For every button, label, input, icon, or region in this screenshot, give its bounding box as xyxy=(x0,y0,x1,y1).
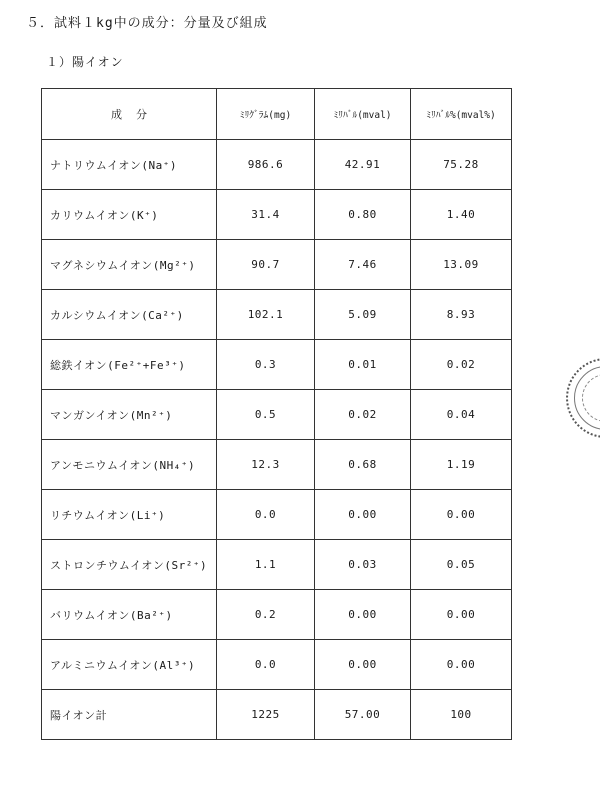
subsection-title: １）陽イオン xyxy=(46,55,124,69)
value-mval: 0.00 xyxy=(315,490,411,540)
value-mval-percent: 13.09 xyxy=(411,240,512,290)
ion-name: アルミニウムイオン(Al³⁺) xyxy=(42,640,217,690)
ion-name: ナトリウムイオン(Na⁺) xyxy=(42,140,217,190)
ion-name: バリウムイオン(Ba²⁺) xyxy=(42,590,217,640)
ion-name: マンガンイオン(Mn²⁺) xyxy=(42,390,217,440)
ion-name: カルシウムイオン(Ca²⁺) xyxy=(42,290,217,340)
table-row xyxy=(42,240,512,290)
value-mg: 90.7 xyxy=(217,240,315,290)
value-mg: 0.3 xyxy=(217,340,315,390)
value-mg: 0.2 xyxy=(217,590,315,640)
section-title: ５．試料１kg中の成分：分量及び組成 xyxy=(26,16,268,31)
value-mg: 986.6 xyxy=(217,140,315,190)
value-mg: 0.0 xyxy=(217,490,315,540)
total-label: 陽イオン計 xyxy=(42,690,217,740)
value-mg: 12.3 xyxy=(217,440,315,490)
ion-name: アンモニウムイオン(NH₄⁺) xyxy=(42,440,217,490)
total-row xyxy=(42,690,512,740)
header-milligram: ﾐﾘｸﾞﾗﾑ(mg) xyxy=(217,89,315,140)
total-mval: 57.00 xyxy=(315,690,411,740)
value-mval-percent: 75.28 xyxy=(411,140,512,190)
value-mval-percent: 1.40 xyxy=(411,190,512,240)
header-millival-percent: ﾐﾘﾊﾞﾙ%(mval%) xyxy=(411,89,512,140)
value-mval: 7.46 xyxy=(315,240,411,290)
table-row xyxy=(42,440,512,490)
value-mg: 31.4 xyxy=(217,190,315,240)
value-mval: 0.01 xyxy=(315,340,411,390)
value-mval: 0.00 xyxy=(315,640,411,690)
value-mval-percent: 0.00 xyxy=(411,640,512,690)
value-mval: 0.03 xyxy=(315,540,411,590)
table-row xyxy=(42,640,512,690)
header-millival: ﾐﾘﾊﾞﾙ(mval) xyxy=(315,89,411,140)
table-row xyxy=(42,590,512,640)
total-mval-percent: 100 xyxy=(411,690,512,740)
ion-name: ストロンチウムイオン(Sr²⁺) xyxy=(42,540,217,590)
ion-name: 総鉄イオン(Fe²⁺+Fe³⁺) xyxy=(42,340,217,390)
value-mval-percent: 0.02 xyxy=(411,340,512,390)
header-component: 成分 xyxy=(42,89,217,140)
value-mg: 1.1 xyxy=(217,540,315,590)
table-row xyxy=(42,540,512,590)
table-row xyxy=(42,190,512,240)
cation-table xyxy=(41,88,512,740)
total-mg: 1225 xyxy=(217,690,315,740)
ion-name: カリウムイオン(K⁺) xyxy=(42,190,217,240)
value-mval-percent: 8.93 xyxy=(411,290,512,340)
value-mval-percent: 0.00 xyxy=(411,490,512,540)
value-mg: 0.5 xyxy=(217,390,315,440)
ion-name: マグネシウムイオン(Mg²⁺) xyxy=(42,240,217,290)
value-mval: 5.09 xyxy=(315,290,411,340)
official-seal-stamp xyxy=(566,358,600,438)
value-mval: 0.02 xyxy=(315,390,411,440)
value-mval-percent: 0.00 xyxy=(411,590,512,640)
ion-name: リチウムイオン(Li⁺) xyxy=(42,490,217,540)
value-mval: 42.91 xyxy=(315,140,411,190)
table-row xyxy=(42,290,512,340)
value-mg: 0.0 xyxy=(217,640,315,690)
value-mval: 0.00 xyxy=(315,590,411,640)
value-mg: 102.1 xyxy=(217,290,315,340)
table-row xyxy=(42,390,512,440)
table-header-row xyxy=(42,89,512,140)
table-row xyxy=(42,140,512,190)
table-row xyxy=(42,490,512,540)
value-mval: 0.80 xyxy=(315,190,411,240)
value-mval-percent: 0.04 xyxy=(411,390,512,440)
value-mval: 0.68 xyxy=(315,440,411,490)
value-mval-percent: 1.19 xyxy=(411,440,512,490)
value-mval-percent: 0.05 xyxy=(411,540,512,590)
table-row xyxy=(42,340,512,390)
